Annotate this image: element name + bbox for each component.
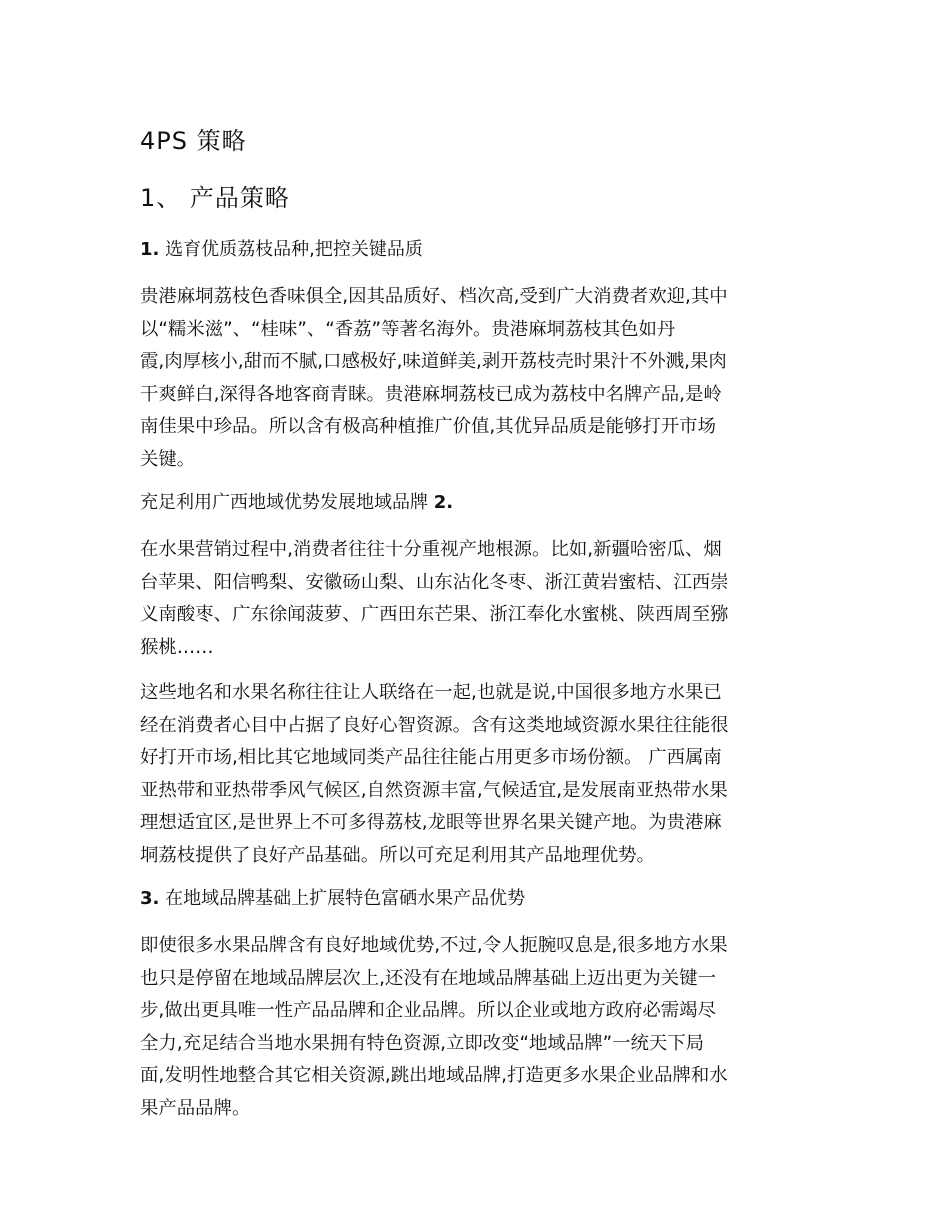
paragraph-line: 贵港麻垌荔枝色香味俱全,因其品质好、档次高,受到广大消费者欢迎,其中	[140, 286, 728, 307]
subheading-3-text: 在地域品牌基础上扩展特色富硒水果产品优势	[159, 888, 526, 909]
paragraph-line: 这些地名和水果名称往往让人联络在一起,也就是说,中国很多地方水果已	[140, 682, 722, 703]
paragraph-line: 以“糯米滋”、“桂味”、“香荔”等著名海外。贵港麻垌荔枝其色如丹	[140, 318, 676, 340]
paragraph-line: 关键。	[140, 448, 196, 470]
paragraph-line: 猴桃……	[140, 636, 214, 658]
paragraph-4	[140, 930, 820, 1125]
section-heading: 1、 产品策略	[140, 184, 290, 212]
document-title: 4PS 策略	[140, 127, 247, 155]
paragraph-2	[140, 534, 820, 664]
subheading-3	[140, 884, 525, 910]
subheading-2-text: 充足利用广西地域优势发展地域品牌	[140, 492, 434, 513]
paragraph-line: 霞,肉厚核小,甜而不腻,口感极好,味道鲜美,剥开荔枝壳时果汁不外溅,果肉	[140, 351, 727, 372]
paragraph-line: 经在消费者心目中占据了良好心智资源。含有这类地域资源水果往往能很	[140, 714, 729, 736]
subheading-1	[140, 235, 423, 261]
paragraph-line: 垌荔枝提供了良好产品基础。所以可充足利用其产品地理优势。	[140, 844, 655, 866]
paragraph-line: 面,发明性地整合其它相关资源,跳出地域品牌,打造更多水果企业品牌和水	[140, 1065, 728, 1086]
paragraph-line: 即使很多水果品牌含有良好地域优势,不过,令人扼腕叹息是,很多地方水果	[140, 935, 728, 956]
paragraph-line: 干爽鲜白,深得各地客商青睐。贵港麻垌荔枝已成为荔枝中名牌产品,是岭	[140, 383, 722, 405]
paragraph-line: 果产品品牌。	[140, 1097, 251, 1119]
subheading-2	[140, 488, 453, 514]
paragraph-line: 全力,充足结合当地水果拥有特色资源,立即改变“地域品牌”一统天下局	[140, 1032, 705, 1054]
subheading-3-number: 3.	[140, 888, 160, 909]
paragraph-line: 在水果营销过程中,消费者往往十分重视产地根源。比如,新疆哈密瓜、烟	[140, 539, 722, 560]
paragraph-3	[140, 677, 820, 872]
paragraph-line: 理想适宜区,是世界上不可多得荔枝,龙眼等世界名果关键产地。为贵港麻	[140, 812, 722, 833]
paragraph-1	[140, 281, 820, 476]
paragraph-line: 义南酸枣、广东徐闻菠萝、广西田东芒果、浙江奉化水蜜桃、陕西周至猕	[140, 604, 729, 625]
subheading-2-number: 2.	[433, 492, 454, 513]
paragraph-line: 南佳果中珍品。所以含有极高种植推广价值,其优异品质是能够打开市场	[140, 416, 716, 437]
subheading-1-number: 1.	[140, 239, 160, 260]
paragraph-line: 步,做出更具唯一性产品品牌和企业品牌。所以企业或地方政府必需竭尽	[140, 1000, 716, 1021]
paragraph-line: 好打开市场,相比其它地域同类产品往往能占用更多市场份额。 广西属南	[140, 747, 722, 768]
paragraph-line: 也只是停留在地域品牌层次上,还没有在地域品牌基础上迈出更为关键一	[140, 967, 716, 989]
paragraph-line: 台苹果、阳信鸭梨、安徽砀山梨、山东沾化冬枣、浙江黄岩蜜桔、江西崇	[140, 571, 729, 593]
subheading-1-text: 选育优质荔枝品种,把控关键品质	[159, 239, 423, 260]
paragraph-line: 亚热带和亚热带季风气候区,自然资源丰富,气候适宜,是发展南亚热带水果	[140, 779, 728, 801]
